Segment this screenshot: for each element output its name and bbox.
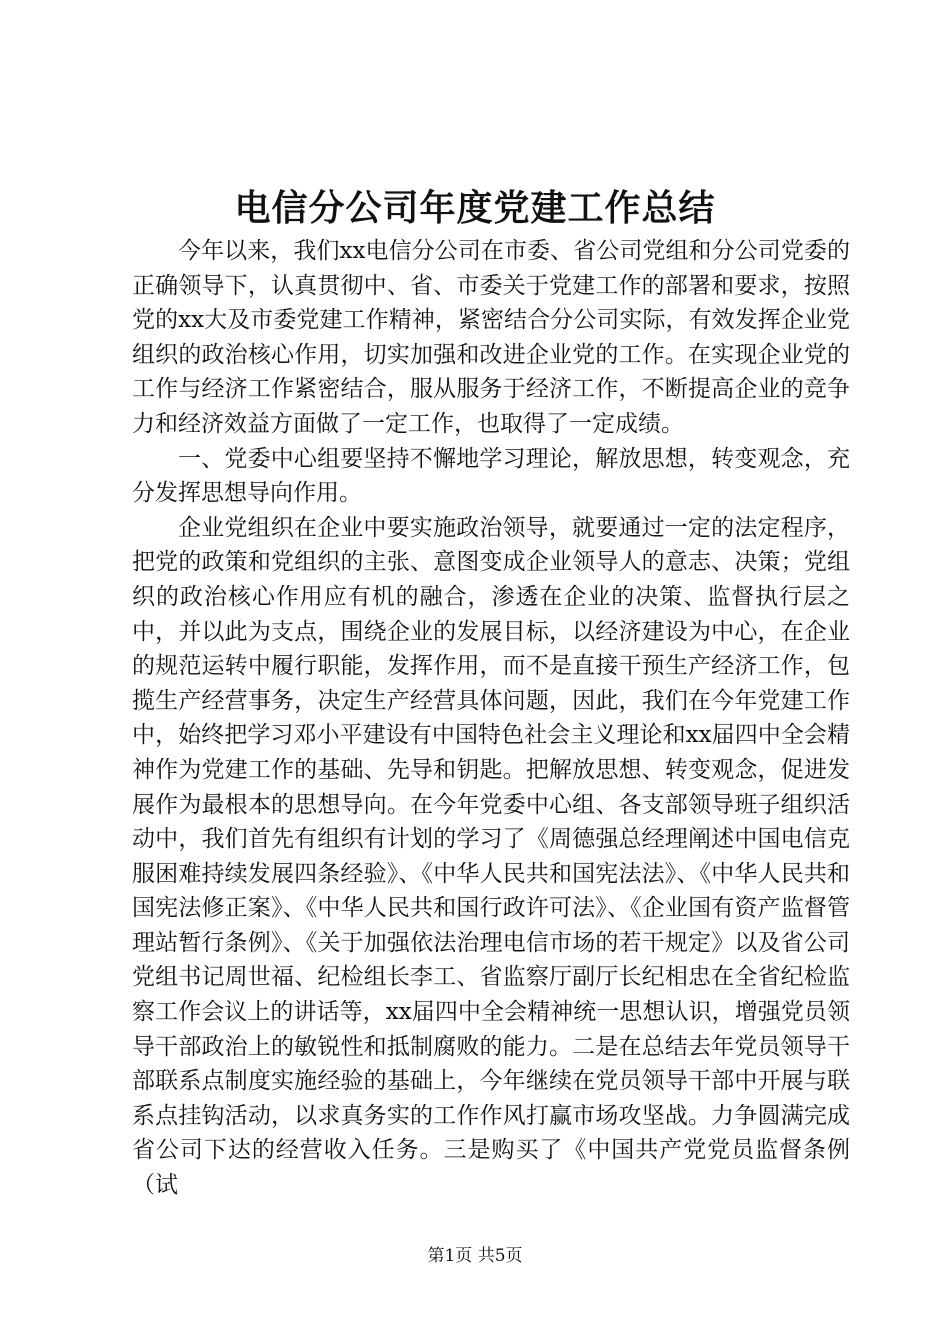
page-number-footer: 第1页 共5页 bbox=[427, 1246, 523, 1266]
paragraph-section-body: 企业党组织在企业中要实施政治领导，就要通过一定的法定程序，把党的政策和党组织的主张、意图变成企业领导人的意志、决策；党组织的政治核心作用应有机的融合，渗透在企业的决策、监督执行层之中，并以此为支点，围绕企业的发展目标，以经济建设为中心，在企业的规范运转中履行职能，发挥作用，而不是直接干预生产经济工作，包揽生产经营事务，决定生产经营具体问题，因此，我们在今年党建工作中，始终把学习邓小平建设有中国特色社会主义理论和xx届四中全会精神作为党建工作的基础、先导和钥匙。把解放思想、转变观念，促进发展作为最根本的思想导向。在今年党委中心组、各支部领导班子组织活动中，我们首先有组织有计划的学习了《周德强总经理阐述中国电信克服困难持续发展四条经验》、《中华人民共和国宪法法》、《中华人民共和国宪法修正案》、《中华人民共和国行政许可法》、《企业国有资产监督管理站暂行条例》、《关于加强依法治理电信市场的若干规定》以及省公司党组书记周世福、纪检组长李工、省监察厅副厅长纪相忠在全省纪检监察工作会议上的讲话等，xx届四中全会精神统一思想认识，增强党员领导干部政治上的敏锐性和抵制腐败的能力。二是在总结去年党员领导干部联系点制度实施经验的基础上，今年继续在党员领导干部中开展与联系点挂钩活动，以求真务实的工作作风打赢市场攻坚战。力争圆满完成省公司下达的经营收入任务。三是购买了《中国共产党党员监督条例（试 bbox=[132, 514, 850, 1199]
document-title: 电信分公司年度党建工作总结 bbox=[234, 187, 716, 229]
paragraph-intro: 今年以来，我们xx电信分公司在市委、省公司党组和分公司党委的正确领导下，认真贯彻中、省、市委关于党建工作的部署和要求，按照党的xx大及市委党建工作精神，紧密结合分公司实际，有效发挥企业党组织的政治核心作用，切实加强和改进企业党的工作。在实现企业党的工作与经济工作紧密结合，服从服务于经济工作，不断提高企业的竞争力和经济效益方面做了一定工作，也取得了一定成绩。 bbox=[132, 238, 850, 437]
document-body bbox=[132, 234, 850, 1203]
paragraph-section-heading: 一、党委中心组要坚持不懈地学习理论，解放思想，转变观念，充分发挥思想导向作用。 bbox=[132, 445, 850, 507]
